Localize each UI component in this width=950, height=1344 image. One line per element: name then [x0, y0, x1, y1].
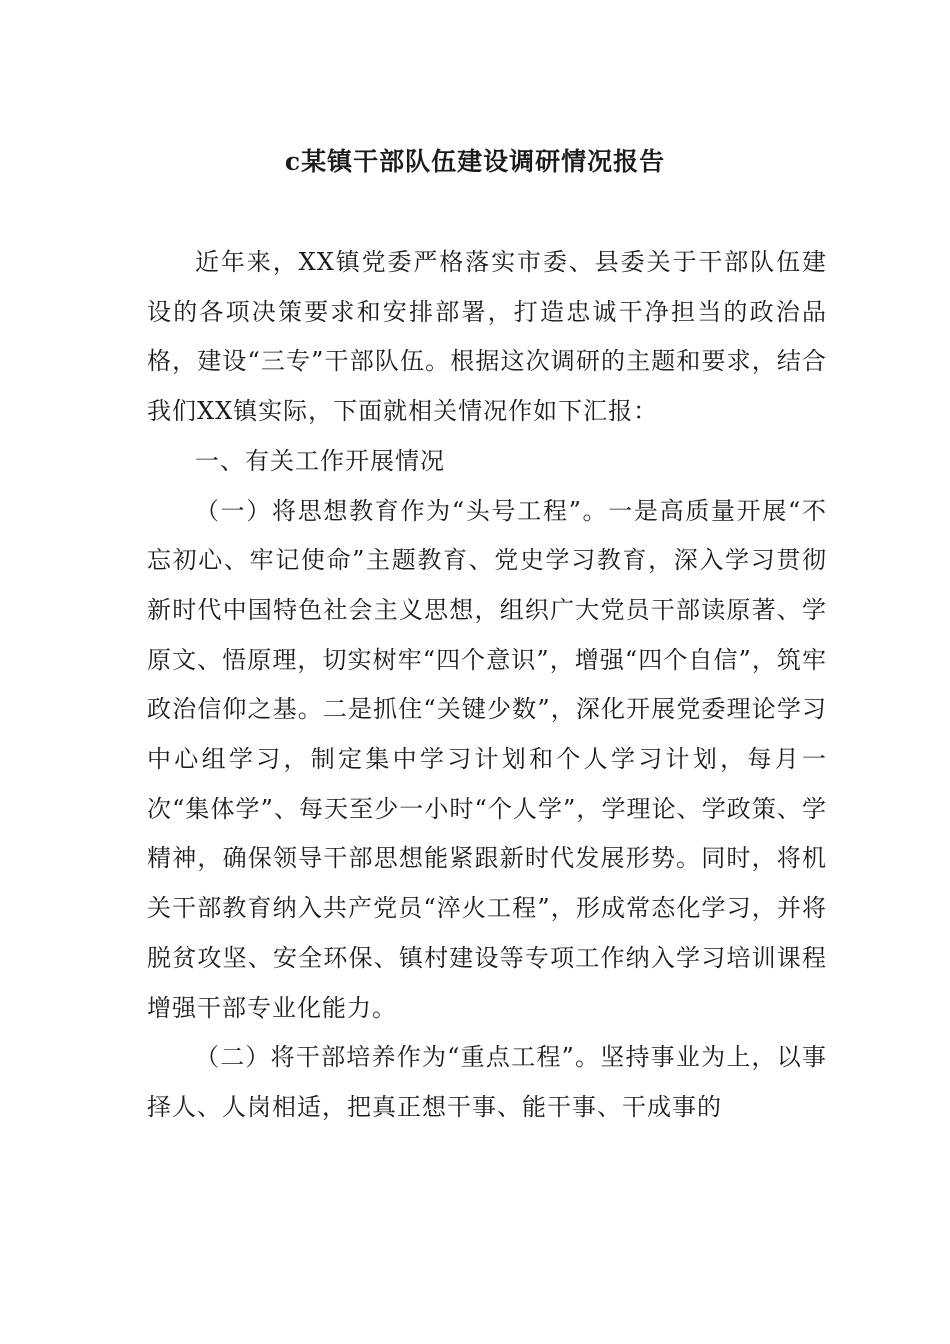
document-body: [147, 238, 827, 1133]
document-title: c某镇干部队伍建设调研情况报告: [284, 147, 666, 176]
subsection-2-paragraph: （二）将干部培养作为“重点工程”。坚持事业为上，以事择人、人岗相适，把真正想干事、能干事、干成事的: [147, 1043, 827, 1121]
subsection-1-paragraph: （一）将思想教育作为“头号工程”。一是高质量开展“不忘初心、牢记使命”主题教育、党史学习教育，深入学习贯彻新时代中国特色社会主义思想，组织广大党员干部读原著、学原文、悟原理，切实树牢“四个意识”，增强“四个自信”，筑牢政治信仰之基。二是抓住“关键少数”，深化开展党委理论学习中心组学习，制定集中学习计划和个人学习计划，每月一次“集体学”、每天至少一小时“个人学”，学理论、学政策、学精神，确保领导干部思想能紧跟新时代发展形势。同时，将机关干部教育纳入共产党员“淬火工程”，形成常态化学习，并将脱贫攻坚、安全环保、镇村建设等专项工作纳入学习培训课程增强干部专业化能力。: [147, 496, 827, 1022]
section-heading: 一、有关工作开展情况: [195, 446, 445, 475]
intro-paragraph: 近年来，XX镇党委严格落实市委、县委关于干部队伍建设的各项决策要求和安排部署，打造忠诚干净担当的政治品格，建设“三专”干部队伍。根据这次调研的主题和要求，结合我们XX镇实际，下面就相关情况作如下汇报：: [147, 248, 827, 426]
